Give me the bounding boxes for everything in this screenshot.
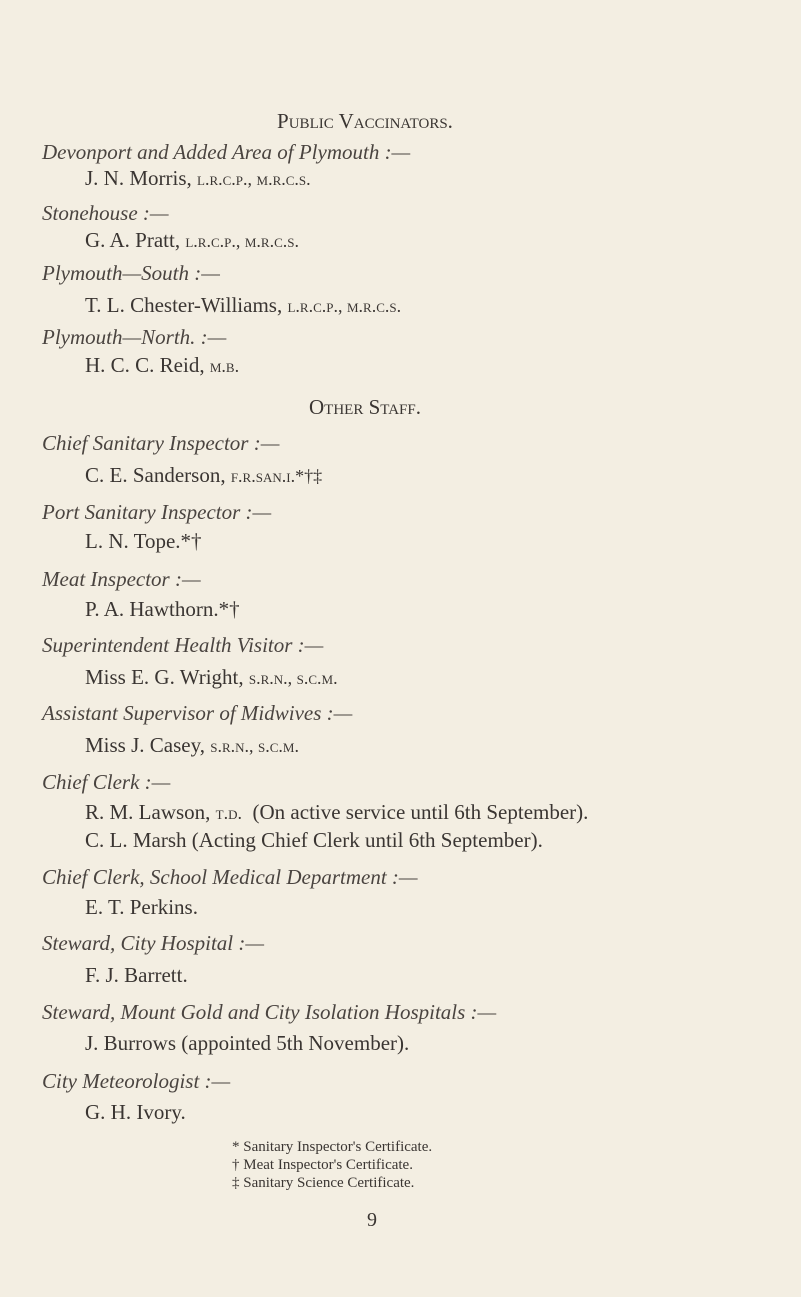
name: C. E. Sanderson, [85, 463, 226, 487]
role-heading: City Meteorologist :— [42, 1069, 231, 1093]
role-heading: Port Sanitary Inspector :— [42, 500, 272, 524]
staff-entry: L. N. Tope.*† [85, 529, 202, 553]
staff-entry [85, 665, 338, 689]
name: Miss E. G. Wright, [85, 665, 244, 689]
staff-entry: G. H. Ivory. [85, 1100, 186, 1124]
area-heading: Plymouth—South :— [42, 261, 220, 285]
qualifications: m.b. [209, 356, 240, 376]
name: T. L. Chester-Williams, [85, 293, 283, 317]
vaccinator-entry [85, 228, 299, 252]
staff-entry: F. J. Barrett. [85, 963, 188, 987]
role-heading: Superintendent Health Visitor :— [42, 633, 324, 657]
staff-entry: C. L. Marsh (Acting Chief Clerk until 6th September). [85, 828, 543, 852]
qualifications: l.r.c.p., m.r.c.s. [197, 169, 311, 189]
area-heading: Devonport and Added Area of Plymouth :— [42, 140, 411, 164]
section-heading-public-vaccinators: Public Vaccinators. [277, 109, 453, 133]
role-heading: Chief Sanitary Inspector :— [42, 431, 280, 455]
footnote: ‡ Sanitary Science Certificate. [232, 1175, 415, 1191]
footnote: † Meat Inspector's Certificate. [232, 1157, 413, 1173]
name: Miss J. Casey, [85, 733, 205, 757]
qualifications: f.r.san.i.*†‡ [230, 466, 323, 486]
name: G. A. Pratt, [85, 228, 181, 252]
staff-entry [85, 463, 322, 487]
area-heading: Stonehouse :— [42, 201, 169, 225]
qualifications: l.r.c.p., m.r.c.s. [287, 296, 402, 316]
staff-entry: P. A. Hawthorn.*† [85, 597, 240, 621]
role-heading: Steward, City Hospital :— [42, 931, 265, 955]
staff-entry: E. T. Perkins. [85, 895, 198, 919]
qualifications: t.d. [215, 803, 243, 823]
vaccinator-entry [85, 293, 401, 317]
name: J. N. Morris, [85, 166, 192, 190]
qualifications: s.r.n., s.c.m. [248, 668, 338, 688]
role-heading: Meat Inspector :— [42, 567, 201, 591]
vaccinator-entry [85, 353, 239, 377]
role-heading: Assistant Supervisor of Midwives :— [42, 701, 353, 725]
vaccinator-entry [85, 166, 311, 190]
role-heading: Chief Clerk, School Medical Department :— [42, 865, 418, 889]
name: H. C. C. Reid, [85, 353, 205, 377]
qualifications: l.r.c.p., m.r.c.s. [185, 231, 299, 251]
role-heading: Steward, Mount Gold and City Isolation Hospitals :— [42, 1000, 497, 1024]
service-note: (On active service until 6th September). [252, 800, 589, 824]
page-number: 9 [367, 1209, 377, 1231]
staff-entry [85, 733, 299, 757]
role-heading: Chief Clerk :— [42, 770, 171, 794]
staff-entry [85, 800, 588, 824]
name: R. M. Lawson, [85, 800, 211, 824]
area-heading: Plymouth—North. :— [42, 325, 227, 349]
footnote: * Sanitary Inspector's Certificate. [232, 1139, 433, 1155]
qualifications: s.r.n., s.c.m. [210, 736, 299, 756]
staff-entry: J. Burrows (appointed 5th November). [85, 1031, 410, 1055]
section-heading-other-staff: Other Staff. [309, 395, 421, 419]
